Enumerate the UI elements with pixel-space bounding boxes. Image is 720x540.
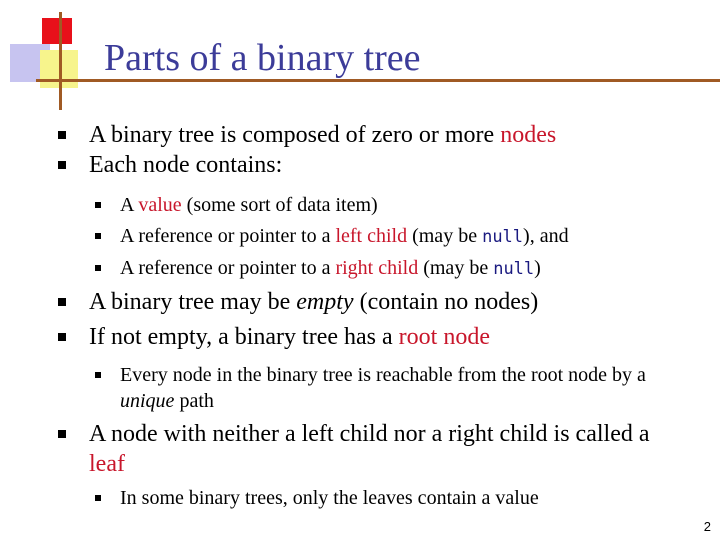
title-ornament-vertical-line	[59, 12, 62, 110]
highlight-term-root-node: root node	[398, 324, 490, 350]
bullet-item-composition	[58, 120, 698, 150]
square-bullet-icon	[95, 265, 101, 271]
bullet-item-node-contains	[58, 150, 698, 180]
bullet-text: A binary tree may be empty (contain no nodes)	[89, 289, 539, 315]
square-bullet-icon	[58, 430, 66, 438]
square-bullet-icon	[95, 202, 101, 208]
bullet-text: A binary tree is composed of zero or more nodes	[89, 122, 557, 148]
square-bullet-icon	[95, 233, 101, 239]
title-ornament-yellow-square	[40, 50, 78, 88]
sub-bullet-item-right-child	[95, 255, 695, 282]
highlight-term-left-child: left child	[335, 225, 408, 247]
bullet-text: Each node contains:	[89, 152, 283, 178]
sub-bullet-item-left-child	[95, 223, 695, 250]
square-bullet-icon	[95, 495, 101, 501]
highlight-term-leaf: leaf	[89, 451, 125, 477]
bullet-text: If not empty, a binary tree has a root node	[89, 324, 490, 350]
square-bullet-icon	[58, 161, 66, 169]
title-ornament-red-square	[42, 18, 72, 44]
bullet-item-root-node	[58, 322, 698, 352]
bullet-item-leaf	[58, 419, 658, 479]
emphasis-unique: unique	[120, 390, 175, 412]
sub-bullet-item-value	[95, 192, 695, 218]
sub-bullet-item-reachable	[95, 362, 665, 414]
code-null: null	[493, 259, 535, 279]
bullet-text: A node with neither a left child nor a right child is called a leaf	[89, 421, 650, 477]
highlight-term-right-child: right child	[335, 257, 419, 279]
bullet-text: A value (some sort of data item)	[120, 194, 378, 216]
highlight-term-nodes: nodes	[500, 122, 557, 148]
code-null: null	[482, 227, 524, 247]
title-ornament-purple-square	[10, 44, 50, 82]
page-number: 2	[703, 519, 711, 534]
square-bullet-icon	[58, 131, 66, 139]
emphasis-empty: empty	[296, 289, 354, 315]
bullet-text: A reference or pointer to a left child (may be null), and	[120, 225, 569, 247]
sub-bullet-item-leaves-value	[95, 485, 695, 511]
bullet-text: In some binary trees, only the leaves contain a value	[120, 487, 539, 509]
slide-title: Parts of a binary tree	[104, 37, 421, 79]
square-bullet-icon	[95, 372, 101, 378]
bullet-text: A reference or pointer to a right child (may be null)	[120, 257, 541, 279]
bullet-text: Every node in the binary tree is reachable from the root node by a unique path	[120, 364, 646, 412]
square-bullet-icon	[58, 298, 66, 306]
bullet-item-empty	[58, 287, 698, 317]
square-bullet-icon	[58, 333, 66, 341]
highlight-term-value: value	[138, 194, 182, 216]
